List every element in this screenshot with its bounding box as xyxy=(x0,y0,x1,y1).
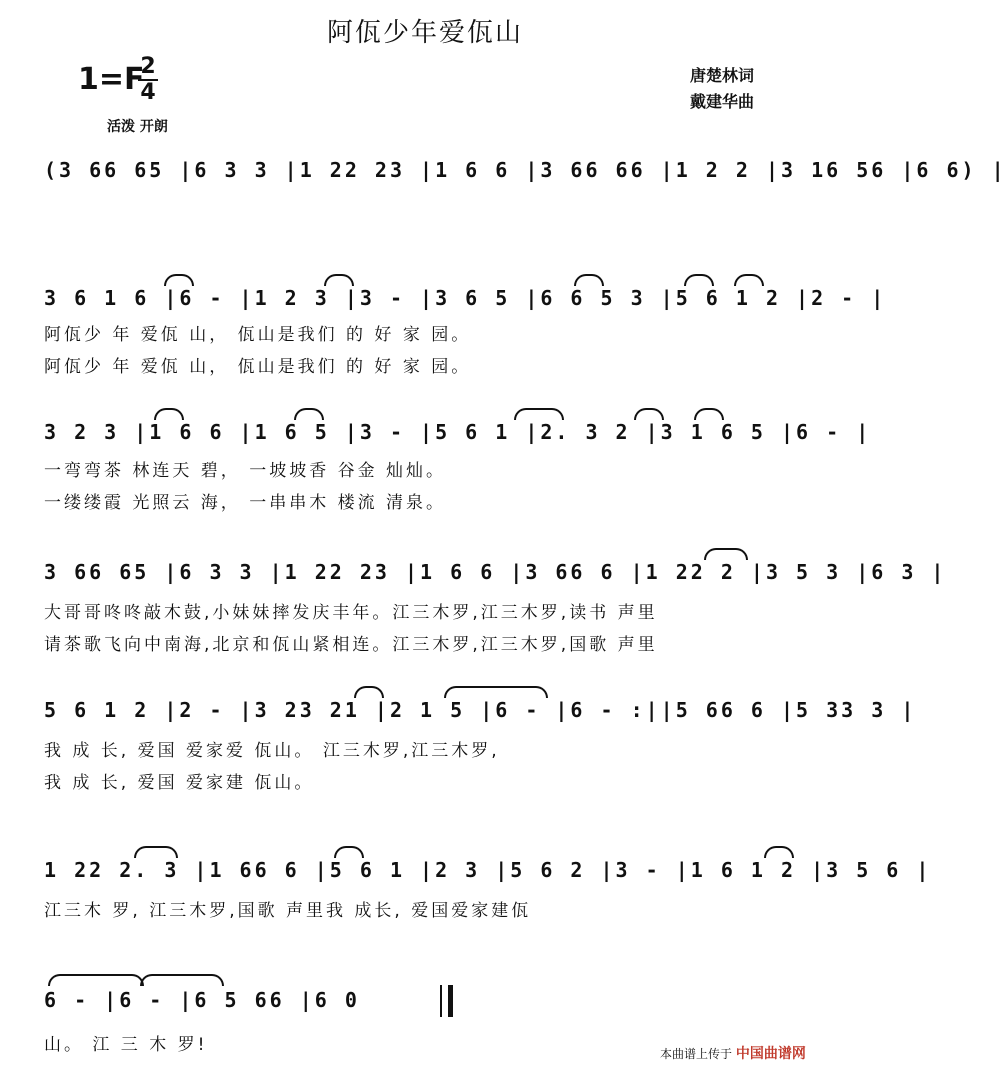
slur-mark xyxy=(334,846,364,858)
composer-credit: 戴建华曲 xyxy=(690,92,755,111)
song-title: 阿佤少年爱佤山 xyxy=(326,18,523,48)
lyric-line: 大哥哥咚咚敲木鼓,小妹妹摔发庆丰年。江三木罗,江三木罗,读书 声里 xyxy=(44,603,658,623)
lyric-line: 阿佤少 年 爱佤 山， 佤山是我们 的 好 家 园。 xyxy=(44,357,472,377)
lyric-line: 一缕缕霞 光照云 海， 一串串木 楼流 清泉。 xyxy=(44,493,447,513)
score-row-2 xyxy=(44,420,872,460)
score-row-intro xyxy=(44,158,1007,198)
slur-mark xyxy=(444,686,548,698)
lyric-line: 一弯弯茶 林连天 碧， 一坡坡香 谷金 灿灿。 xyxy=(44,461,447,481)
footer-uploaded: 本曲谱上传于 xyxy=(660,1047,733,1061)
footer-brand-logo[interactable]: 中国曲谱网 xyxy=(735,1046,806,1062)
score-row-5 xyxy=(44,858,932,898)
notes-line: 3 6 1 6 |6 - |1 2 3 |3 - |3 6 5 |6 6 5 3 |5 6 1 2 |2 - | xyxy=(44,286,887,310)
final-barline-thin xyxy=(440,985,442,1017)
key-signature: 1=F xyxy=(78,62,145,97)
score-row-4 xyxy=(44,698,917,738)
time-bottom: 4 xyxy=(140,80,156,105)
slur-mark xyxy=(324,274,354,286)
lyric-line: 我 成 长, 爱国 爱家建 佤山。 xyxy=(44,773,315,793)
slur-mark xyxy=(694,408,724,420)
slur-mark xyxy=(634,408,664,420)
time-signature xyxy=(138,55,158,105)
slur-mark xyxy=(684,274,714,286)
lyric-line: 请茶歌飞向中南海,北京和佤山紧相连。江三木罗,江三木罗,国歌 声里 xyxy=(44,635,658,655)
slur-mark xyxy=(514,408,564,420)
lyric-line: 山。 江 三 木 罗! xyxy=(44,1035,208,1055)
lyricist-credit: 唐楚林词 xyxy=(690,66,755,85)
lyric-line: 阿佤少 年 爱佤 山， 佤山是我们 的 好 家 园。 xyxy=(44,325,472,345)
notes-line: (3 66 65 |6 3 3 |1 22 23 |1 6 6 |3 66 66 |1 2 2 |3 16 56 |6 6) | xyxy=(44,158,1007,182)
slur-mark xyxy=(134,846,178,858)
score-row-6 xyxy=(44,988,434,1028)
slur-mark xyxy=(734,274,764,286)
score-row-3 xyxy=(44,560,947,600)
notes-line: 6 - |6 - |6 5 66 |6 0 xyxy=(44,988,360,1012)
slur-mark xyxy=(574,274,604,286)
time-top: 2 xyxy=(140,54,156,79)
slur-mark xyxy=(294,408,324,420)
notes-line: 3 66 65 |6 3 3 |1 22 23 |1 6 6 |3 66 6 |1 22 2 |3 5 3 |6 3 | xyxy=(44,560,947,584)
lyric-line: 我 成 长, 爱国 爱家爱 佤山。 江三木罗,江三木罗, xyxy=(44,741,500,761)
notes-line: 1 22 2. 3 |1 66 6 |5 6 1 |2 3 |5 6 2 |3 - |1 6 1 2 |3 5 6 | xyxy=(44,858,932,882)
notes-line: 5 6 1 2 |2 - |3 23 21 |2 1 5 |6 - |6 - :||5 66 6 |5 33 3 | xyxy=(44,698,917,722)
tie-mark xyxy=(48,974,144,986)
tie-mark xyxy=(140,974,224,986)
slur-mark xyxy=(164,274,194,286)
slur-mark xyxy=(764,846,794,858)
slur-mark xyxy=(704,548,748,560)
final-barline-thick xyxy=(448,985,453,1017)
tempo-marking: 活泼 开朗 xyxy=(107,119,168,135)
lyric-line: 江三木 罗, 江三木罗,国歌 声里我 成长, 爱国爱家建佤 xyxy=(44,901,532,921)
slur-mark xyxy=(154,408,184,420)
site-footer xyxy=(660,1043,806,1063)
slur-mark xyxy=(354,686,384,698)
notes-line: 3 2 3 |1 6 6 |1 6 5 |3 - |5 6 1 |2. 3 2 |3 1 6 5 |6 - | xyxy=(44,420,872,444)
